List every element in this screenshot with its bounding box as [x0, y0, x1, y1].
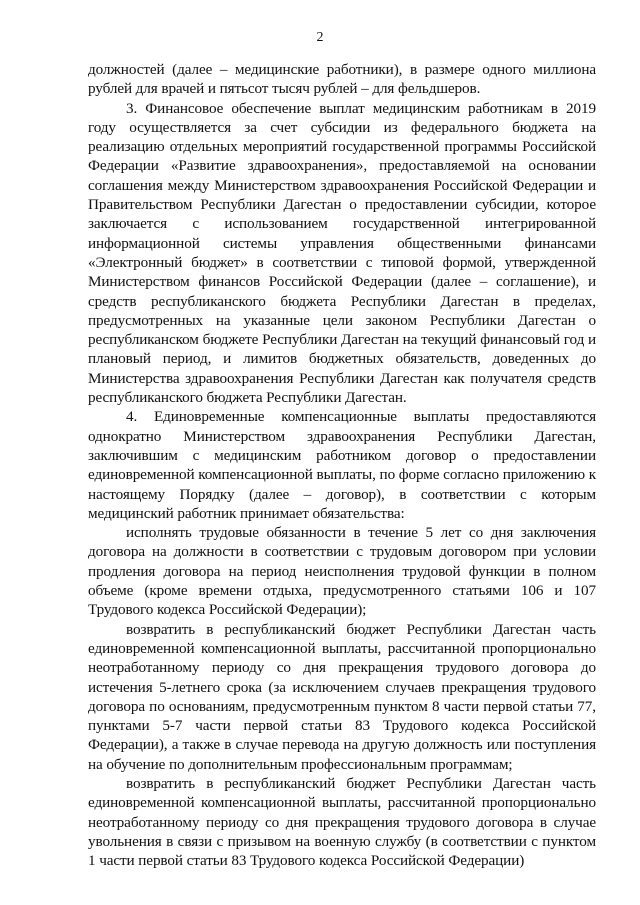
- page-number: 2: [316, 30, 324, 45]
- paragraph-continuation: должностей (далее – медицинские работники), в размере одного миллиона рублей для врачей и пятьсот тысяч рублей – для фельдшеров.: [88, 61, 596, 98]
- obligation-return-military: возвратить в республиканский бюджет Республики Дагестан часть единовременной компенсационной выплаты, рассчитанной пропорционально неотработанному периоду со дня прекращения трудового договора в случае увольнения в связи с призывом на военную службу (в соответствии с пунктом 1 части первой статьи 83 Трудового кодекса Российской Федерации): [88, 774, 596, 870]
- obligation-return-payment: возвратить в республиканский бюджет Республики Дагестан часть единовременной компенсационной выплаты, рассчитанной пропорционально неотработанному периоду со дня прекращения трудового договора до истечения 5-летнего срока (за исключением случаев прекращения трудового договора по основаниям, предусмотренным пунктом 8 части первой статьи 77, пунктами 5-7 части первой статьи 83 Трудового кодекса Российской Федерации), а также в случае перевода на другую должность или поступления на обучение по дополнительным профессиональным программам;: [88, 620, 596, 773]
- obligation-work-5-years: исполнять трудовые обязанности в течение 5 лет со дня заключения договора на должности в соответствии с трудовым договором при условии продления договора на период неисполнения трудовой функции в полном объеме (кроме времени отдыха, предусмотренного статьями 106 и 107 Трудового кодекса Российской Федерации);: [88, 524, 596, 619]
- paragraph-3-financing: 3. Финансовое обеспечение выплат медицинским работникам в 2019 году осуществляется за счет субсидии из федерального бюджета на реализацию отдельных мероприятий государственной программы Российской Федерации «Развитие здравоохранения», предоставляемой на основании соглашения между Министерством здравоохранения Российской Федерации и Правительством Республики Дагестан о предоставлении субсидии, которое заключается с использованием государственной интегрированной информационной системы управления общественными финансами «Электронный бюджет» в соответствии с типовой формой, утвержденной Министерством финансов Российской Федерации (далее – соглашение), и средств республиканского бюджета Республики Дагестан в пределах, предусмотренных на указанные цели законом Республики Дагестан о республиканском бюджете Республики Дагестан на текущий финансовый год и плановый период, и лимитов бюджетных обязательств, доведенных до Министерства здравоохранения Республики Дагестан как получателя средств республиканского бюджета Республики Дагестан.: [88, 99, 596, 407]
- document-body: [88, 60, 596, 870]
- paragraph-4-compensation: 4. Единовременные компенсационные выплаты предоставляются однократно Министерством здравоохранения Республики Дагестан, заключившим с медицинским работником договор о предоставлении единовременной компенсационной выплаты, по форме согласно приложению к настоящему Порядку (далее – договор), в соответствии с которым медицинский работник принимает обязательства:: [88, 408, 596, 522]
